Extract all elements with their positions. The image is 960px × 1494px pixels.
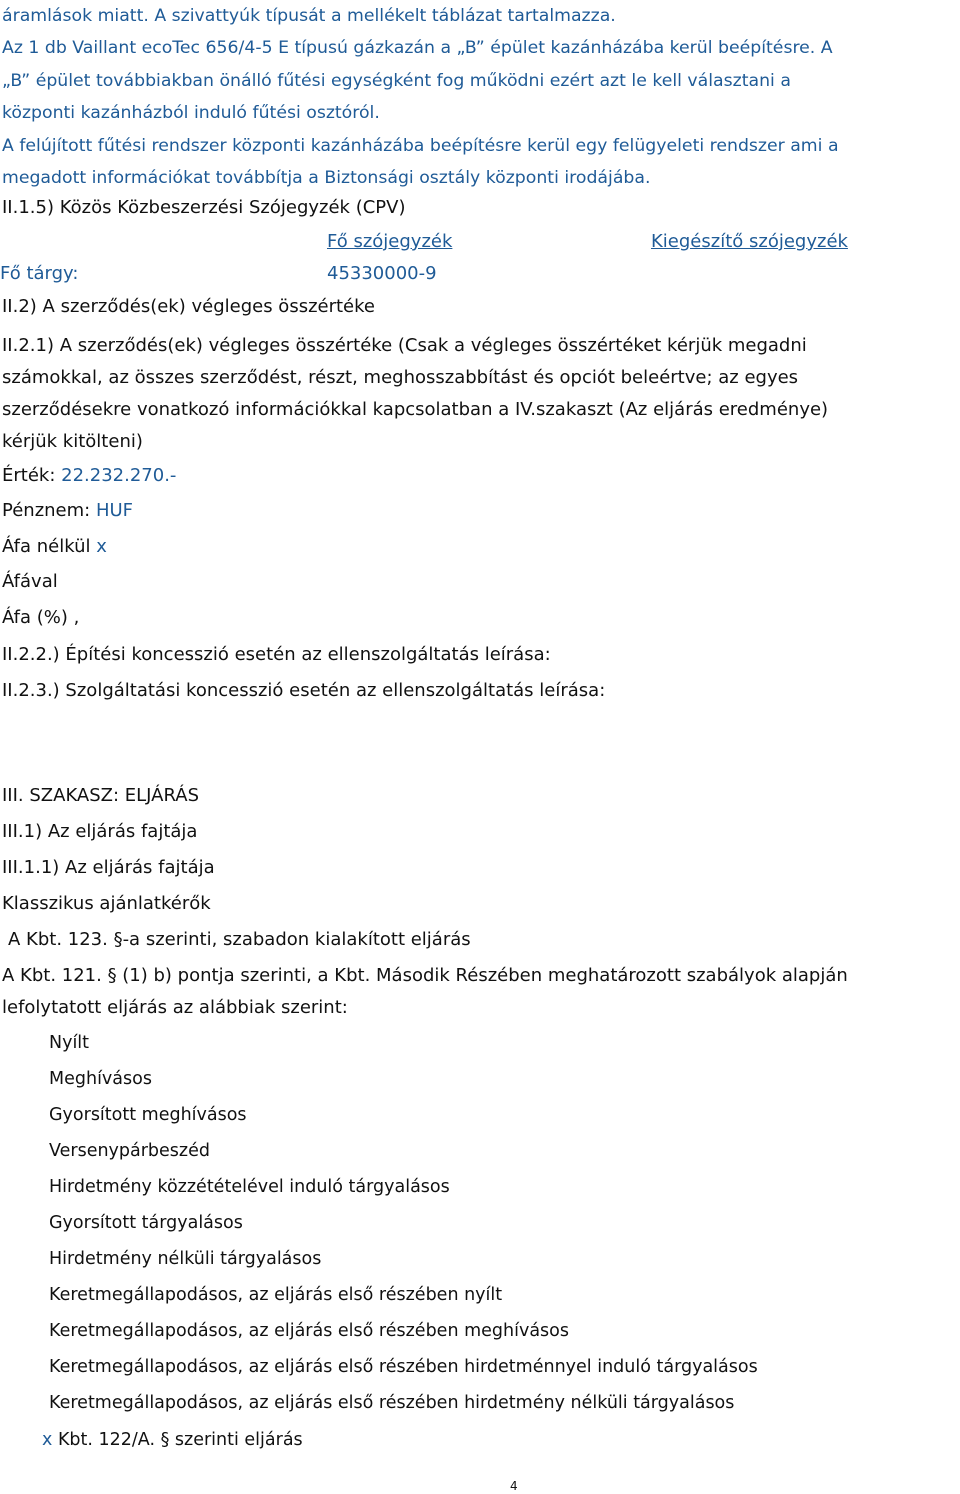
value-paragraph-line: számokkal, az összes szerződést, részt, meghosszabbítást és opciót beleértve; az egyes — [2, 367, 799, 388]
procedure-type-subheading: III.1.1) Az eljárás fajtája — [2, 857, 215, 878]
intro-line: áramlások miatt. A szivattyúk típusát a mellékelt táblázat tartalmazza. — [2, 6, 616, 26]
classic-contracting-label: Klasszikus ajánlatkérők — [2, 893, 211, 914]
value-amount: 22.232.270.- — [61, 465, 177, 486]
selected-procedure-mark: x — [42, 1430, 53, 1450]
intro-line: Az 1 db Vaillant ecoTec 656/4-5 E típusú gázkazán a „B” épület kazánházába kerül beépítésre. A — [2, 38, 833, 59]
works-concession-label: II.2.2.) Építési koncesszió esetén az ellenszolgáltatás leírása: — [2, 644, 551, 665]
procedure-option: Keretmegállapodásos, az eljárás első részében hirdetmény nélküli tárgyalásos — [49, 1393, 735, 1413]
intro-line: központi kazánházból induló fűtési osztóról. — [2, 103, 380, 124]
kbt121-line-1: A Kbt. 121. § (1) b) pontja szerinti, a Kbt. Második Részében meghatározott szabályok alapján — [2, 965, 848, 986]
cpv-main-vocabulary-header: Fő szójegyzék — [327, 231, 453, 252]
vat-excluded-row — [2, 535, 107, 559]
currency-value: HUF — [95, 500, 134, 521]
value-paragraph-line: kérjük kitölteni) — [2, 431, 143, 452]
vat-included-label: Áfával — [2, 571, 58, 592]
cpv-main-object-code: 45330000-9 — [327, 263, 437, 284]
procedure-section-title: III. SZAKASZ: ELJÁRÁS — [2, 785, 200, 806]
vat-excluded-label: Áfa nélkül — [2, 536, 91, 557]
currency-row — [2, 499, 133, 523]
value-section-heading: II.2) A szerződés(ek) végleges összértéke — [2, 296, 375, 317]
intro-paragraph — [2, 0, 960, 194]
value-paragraph — [2, 330, 952, 458]
page-number: 4 — [510, 1479, 518, 1493]
vat-excluded-mark: x — [96, 536, 107, 557]
currency-label: Pénznem: — [2, 500, 91, 521]
kbt123-procedure: A Kbt. 123. §-a szerinti, szabadon kialakított eljárás — [8, 929, 471, 950]
intro-line: „B” épület továbbiakban önálló fűtési egységként fog működni ezért azt le kell választani a — [2, 70, 791, 91]
procedure-option: Gyorsított meghívásos — [49, 1105, 247, 1125]
procedure-option: Versenypárbeszéd — [49, 1141, 210, 1161]
cpv-supplementary-vocabulary-header: Kiegészítő szójegyzék — [651, 231, 848, 252]
procedure-option: Hirdetmény közzétételével induló tárgyalásos — [49, 1177, 450, 1197]
value-paragraph-line: szerződésekre vonatkozó információkkal kapcsolatban a IV.szakaszt (Az eljárás eredménye) — [2, 399, 829, 420]
service-concession-label: II.2.3.) Szolgáltatási koncesszió esetén az ellenszolgáltatás leírása: — [2, 680, 606, 701]
procedure-option: Meghívásos — [49, 1069, 152, 1089]
value-label: Érték: — [2, 465, 56, 486]
selected-procedure-text: Kbt. 122/A. § szerinti eljárás — [57, 1430, 303, 1450]
kbt121-line-2: lefolytatott eljárás az alábbiak szerint: — [2, 997, 348, 1018]
cpv-heading: II.1.5) Közös Közbeszerzési Szójegyzék (CPV) — [2, 197, 406, 218]
intro-line: A felújított fűtési rendszer központi kazánházába beépítésre kerül egy felügyeleti rendszer ami a — [2, 135, 839, 156]
procedure-option: Keretmegállapodásos, az eljárás első részében hirdetménnyel induló tárgyalásos — [49, 1357, 758, 1377]
value-paragraph-line: II.2.1) A szerződés(ek) végleges összértéke (Csak a végleges összértéket kérjük megadni — [2, 335, 807, 356]
selected-procedure-row — [42, 1428, 303, 1452]
vat-percent-label: Áfa (%) , — [2, 607, 80, 628]
procedure-option: Keretmegállapodásos, az eljárás első részében nyílt — [49, 1285, 503, 1305]
intro-line: megadott információkat továbbítja a Biztonsági osztály központi irodájába. — [2, 167, 651, 188]
procedure-type-heading: III.1) Az eljárás fajtája — [2, 821, 198, 842]
procedure-option: Hirdetmény nélküli tárgyalásos — [49, 1249, 322, 1269]
cpv-main-object-label: Fő tárgy: — [0, 263, 79, 284]
value-row — [2, 464, 176, 488]
procedure-option: Nyílt — [49, 1033, 90, 1053]
procedure-option: Keretmegállapodásos, az eljárás első részében meghívásos — [49, 1321, 569, 1341]
procedure-option: Gyorsított tárgyalásos — [49, 1213, 243, 1233]
